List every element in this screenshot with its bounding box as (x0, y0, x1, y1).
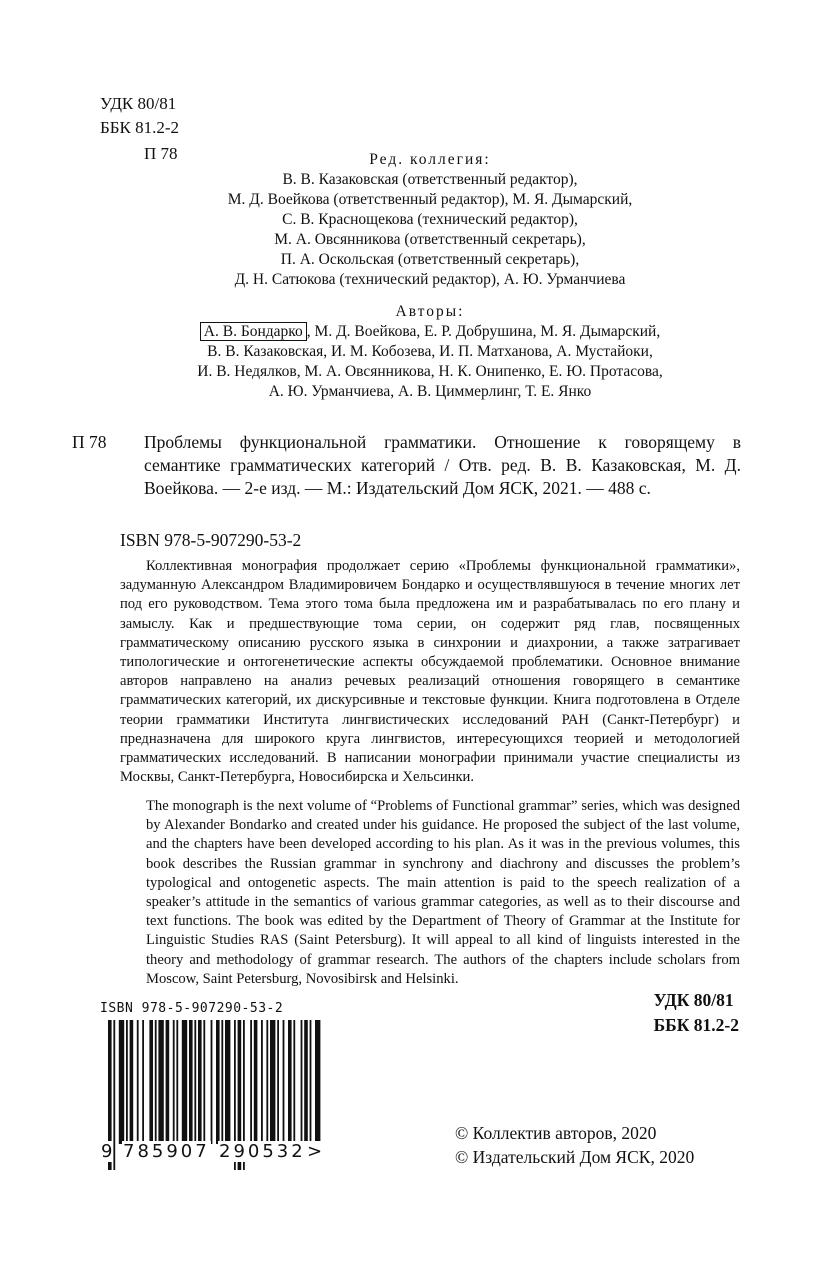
barcode-bar (310, 1020, 312, 1144)
barcode-bar (158, 1020, 163, 1144)
barcode-bar (250, 1020, 252, 1144)
editorial-board (100, 150, 760, 290)
barcode-bar (198, 1020, 202, 1144)
barcode-bar (315, 1020, 320, 1144)
copyright-block (455, 1121, 694, 1169)
authors-block (100, 302, 760, 402)
barcode-digit-first: 9 (101, 1141, 113, 1162)
authors-line-rest: , М. Д. Воейкова, Е. Р. Добрушина, М. Я. Дымарский, (306, 323, 661, 340)
editorial-line: М. А. Овсянникова (ответственный секретарь), (274, 231, 586, 248)
barcode-arrow: > (307, 1141, 323, 1162)
isbn-line: ISBN 978-5-907290-53-2 (120, 530, 302, 550)
barcode-bar (301, 1020, 303, 1144)
copyright-line: © Издательский Дом ЯСК, 2020 (455, 1147, 695, 1167)
barcode-bar (211, 1020, 213, 1144)
barcode-bar (166, 1020, 170, 1144)
udk-code: УДК 80/81 (100, 94, 177, 113)
barcode-bar (270, 1020, 275, 1144)
biblio-description: Проблемы функциональной грамматики. Отношение к говорящему в семантике грамматических категорий / Отв. ред. В. В. Казаковская, М. Д. Воейкова. — 2-е изд. — М.: Издательский Дом ЯСК, 2021. — 488 с. (144, 432, 741, 498)
barcode-isbn-label: ISBN 978-5-907290-53-2 (100, 1001, 284, 1016)
barcode-digits-left: 785907 (123, 1141, 210, 1162)
barcode-bar (203, 1020, 205, 1144)
abstract-ru-text: Коллективная монография продолжает серию «Проблемы функциональной грамматики», задуманную Александром Владимировичем Бондарко и осуществлявшуюся в течение многих лет под его руководством. Тема этого тома была предложена им и разрабатывалась по его плану и замыслу. Как и предшествующие тома серии, он содержит ряд глав, посвященных грамматическому описанию русского языка в синхронии и диахронии, а также затрагивает типологические и онтогенетические аспекты обсуждаемой проблематики. Основное внимание авторов направлено на анализ речевых реализаций отношения говорящего в семантике грамматических категорий, их дискурсивные и текстовые функции. Книга подготовлена в Отделе теории грамматики Института лингвистических исследований РАН (Санкт-Петербург) и предназначена для широкого круга лингвистов, интересующихся теорией и методологией грамматических исследований. В написании монографии принимали участие специалисты из Москвы, Санкт-Петербурга, Новосибирска и Хельсинки. (120, 558, 740, 786)
editorial-line: В. В. Казаковская (ответственный редактор), (282, 171, 578, 188)
udk-bold: УДК 80/81 (653, 990, 734, 1010)
biblio-code: П 78 (72, 432, 107, 452)
barcode-bar (277, 1020, 279, 1144)
barcode-bar (304, 1020, 308, 1144)
barcode-bar (225, 1020, 230, 1144)
authors-line (100, 322, 760, 342)
bbk-code: ББК 81.2-2 (100, 118, 180, 137)
barcode-bar (142, 1020, 144, 1144)
editorial-board-heading: Ред. коллегия: (369, 151, 491, 168)
barcode-bar (126, 1020, 128, 1144)
barcode-bar (189, 1020, 193, 1144)
classification-bold (654, 988, 739, 1038)
copyright-line: © Коллектив авторов, 2020 (455, 1123, 657, 1143)
editorial-line: С. В. Краснощекова (технический редактор), (282, 211, 578, 228)
author-mark: П 78 (144, 144, 178, 163)
barcode-bar (283, 1020, 285, 1144)
barcode-bar (130, 1020, 134, 1144)
abstract-en (146, 797, 740, 989)
abstract-ru (120, 557, 740, 787)
authors-heading: Авторы: (395, 303, 465, 320)
barcode-digits-right: 290532 (219, 1141, 306, 1162)
barcode-bar (119, 1020, 124, 1144)
editorial-line: М. Д. Воейкова (ответственный редактор), М. Я. Дымарский, (227, 191, 633, 208)
authors-line: А. Ю. Урманчиева, А. В. Циммерлинг, Т. Е. Янко (268, 383, 592, 400)
barcode-bar (176, 1020, 178, 1144)
barcode-bar (293, 1020, 295, 1144)
barcode-bar (182, 1020, 187, 1144)
editorial-line: Д. Н. Сатюкова (технический редактор), А. Ю. Урманчиева (234, 271, 626, 288)
authors-line: И. В. Недялков, М. А. Овсянникова, Н. К. Онипенко, Е. Ю. Протасова, (197, 363, 663, 380)
barcode-bar (194, 1020, 196, 1144)
authors-line: В. В. Казаковская, И. М. Кобозева, И. П. Матханова, А. Мустайоки, (207, 343, 653, 360)
abstract-en-text: The monograph is the next volume of “Problems of Functional grammar” series, which was designed by Alexander Bondarko and created under his guidance. He proposed the subject of the last volume, and the chapters have been developed according to his plan. As it was in the previous volumes, this book describes the Russian grammar in synchrony and diachrony and discusses the problem’s typological and ontogenetic aspects. The main attention is paid to the speech realization of a speaker’s attitude in the semantics of various grammar categories, as well as to their discourse and text functions. The book was edited by the Department of Theory of Grammar at the Institute for Linguistic Studies RAS (Saint Petersburg). It will appeal to all kind of linguists interested in the theory and methodology of grammar research. The authors of the chapters include scholars from Moscow, Saint Petersburg, Novosibirsk and Helsinki. (146, 798, 740, 987)
barcode-bar (288, 1020, 292, 1144)
barcode-bar (254, 1020, 258, 1144)
barcode-bar (149, 1020, 153, 1144)
barcode-bar (173, 1020, 175, 1144)
boxed-author: А. В. Бондарко (200, 322, 307, 341)
bbk-bold: ББК 81.2-2 (653, 1015, 739, 1035)
barcode-bar (155, 1020, 157, 1144)
barcode-bar (221, 1020, 223, 1144)
barcode-bar (261, 1020, 263, 1144)
barcode-bar (266, 1020, 268, 1144)
editorial-line: П. А. Оскольская (ответственный секретарь), (280, 251, 580, 268)
barcode-bar (216, 1020, 220, 1144)
barcode-digits (100, 1141, 330, 1165)
barcode-bar (137, 1020, 139, 1144)
